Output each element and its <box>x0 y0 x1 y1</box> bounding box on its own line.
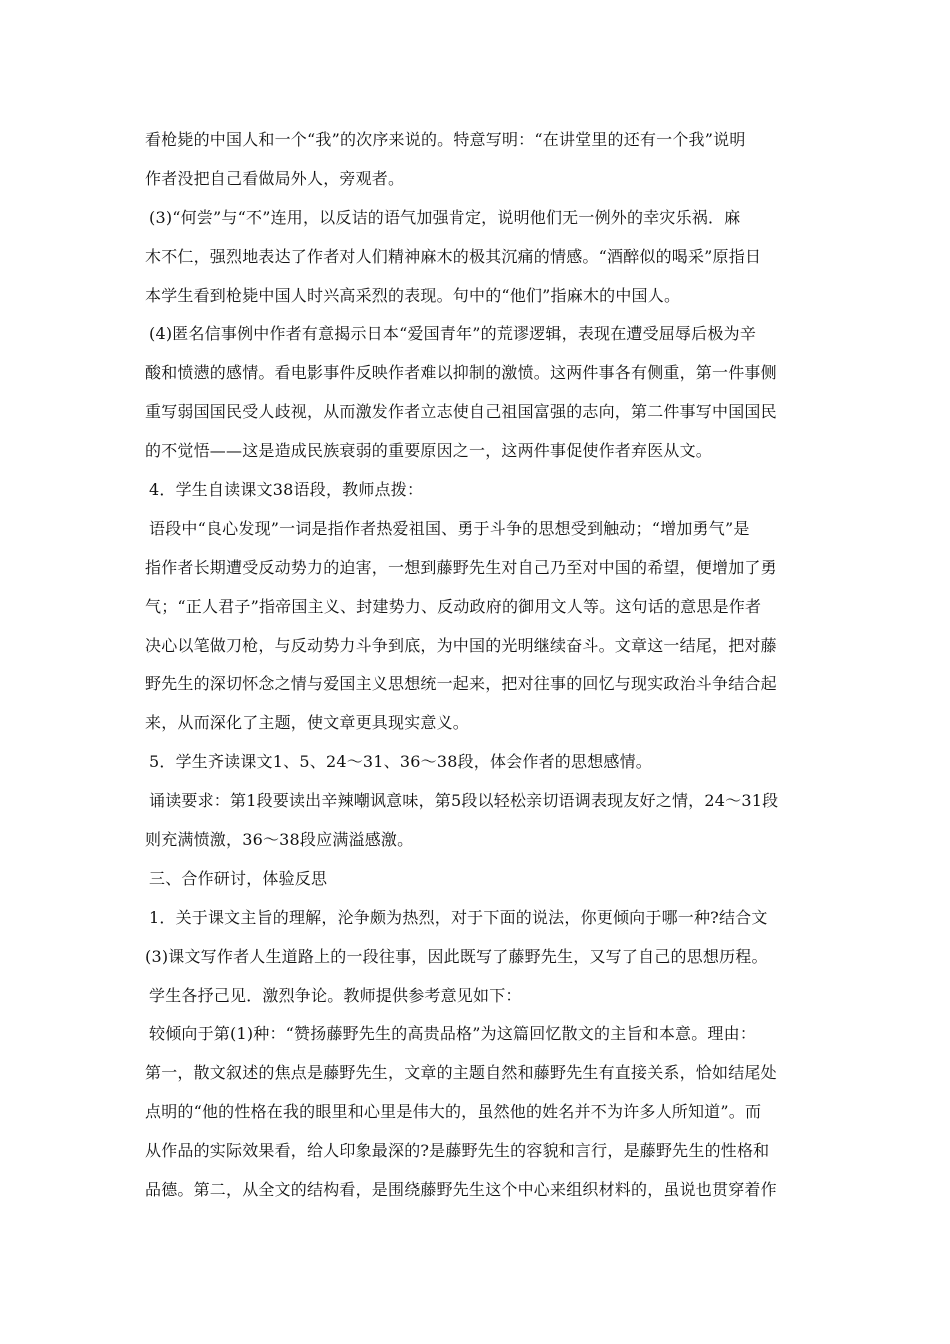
text-line: 指作者长期遭受反动势力的迫害，一想到藤野先生对自己乃至对中国的希望，便增加了勇 <box>145 557 777 577</box>
text-line: 1．关于课文主旨的理解，沦争颇为热烈，对于下面的说法，你更倾向于哪一种?结合文 <box>149 907 768 927</box>
text-line: 品德。第二，从全文的结构看，是围绕藤野先生这个中心来组织材料的，虽说也贯穿着作 <box>145 1180 777 1200</box>
text-line: 重写弱国国民受人歧视，从而激发作者立志使自己祖国富强的志向，第二件事写中国国民 <box>145 402 777 422</box>
text-line: 则充满愤激，36～38段应满溢感激。 <box>145 830 414 850</box>
text-line: 看枪毙的中国人和一个“我”的次序来说的。特意写明：“在讲堂里的还有一个我”说明 <box>145 130 746 149</box>
text-line: 较倾向于第(1)种：“赞扬藤野先生的高贵品格”为这篇回忆散文的主旨和本意。理由： <box>149 1024 757 1044</box>
text-line: 来，从而深化了主题，使文章更具现实意义。 <box>145 713 470 733</box>
text-line: 酸和愤懑的感情。看电影事件反映作者难以抑制的激愤。这两件事各有侧重，第一件事侧 <box>145 363 777 383</box>
text-line: (3)“何尝”与“不”连用，以反诘的语气加强肯定，说明他们无一例外的幸灾乐祸．麻 <box>149 207 741 227</box>
text-line: 木不仁，强烈地表达了作者对人们精神麻木的极其沉痛的情感。“酒醉似的喝采”原指日 <box>145 246 762 266</box>
text-line: 决心以笔做刀枪，与反动势力斗争到底，为中国的光明继续奋斗。文章这一结尾，把对藤 <box>145 635 777 655</box>
section-heading: 三、合作研讨，体验反思 <box>149 868 328 888</box>
text-line: (3)课文写作者人生道路上的一段往事，因此既写了藤野先生，又写了自己的思想历程。 <box>145 946 768 966</box>
text-line: 作者没把自己看做局外人，旁观者。 <box>145 168 405 188</box>
text-line: 从作品的实际效果看，给人印象最深的?是藤野先生的容貌和言行，是藤野先生的性格和 <box>145 1141 770 1161</box>
text-line: 气；“正人君子”指帝国主义、封建势力、反动政府的御用文人等。这句话的意思是作者 <box>145 596 762 616</box>
text-line: 的不觉悟——这是造成民族衰弱的重要原因之一，这两件事促使作者弃医从文。 <box>145 441 713 461</box>
text-line: 4．学生自读课文38语段，教师点拨： <box>149 480 424 500</box>
text-line: 学生各抒己见．激烈争论。教师提供参考意见如下： <box>149 985 522 1005</box>
text-line: 第一，散文叙述的焦点是藤野先生，文章的主题自然和藤野先生有直接关系，恰如结尾处 <box>145 1063 777 1083</box>
text-line: 5．学生齐读课文1、5、24～31、36～38段，体会作者的思想感情。 <box>149 752 652 772</box>
body-text <box>145 121 810 1210</box>
text-line: 本学生看到枪毙中国人时兴高采烈的表现。句中的“他们”指麻木的中国人。 <box>145 285 681 305</box>
text-line: 点明的“他的性格在我的眼里和心里是伟大的，虽然他的姓名并不为许多人所知道”。而 <box>145 1102 762 1122</box>
text-line: 野先生的深切怀念之情与爱国主义思想统一起来，把对往事的回忆与现实政治斗争结合起 <box>145 674 777 694</box>
text-line: 语段中“良心发现”一词是指作者热爱祖国、勇于斗争的思想受到触动；“增加勇气”是 <box>149 518 750 538</box>
text-line: (4)匿名信事例中作者有意揭示日本“爱国青年”的荒谬逻辑，表现在遭受屈辱后极为辛 <box>149 324 757 344</box>
text-line: 诵读要求：第1段要读出辛辣嘲讽意味，第5段以轻松亲切语调表现友好之情，24～31段 <box>149 791 779 811</box>
